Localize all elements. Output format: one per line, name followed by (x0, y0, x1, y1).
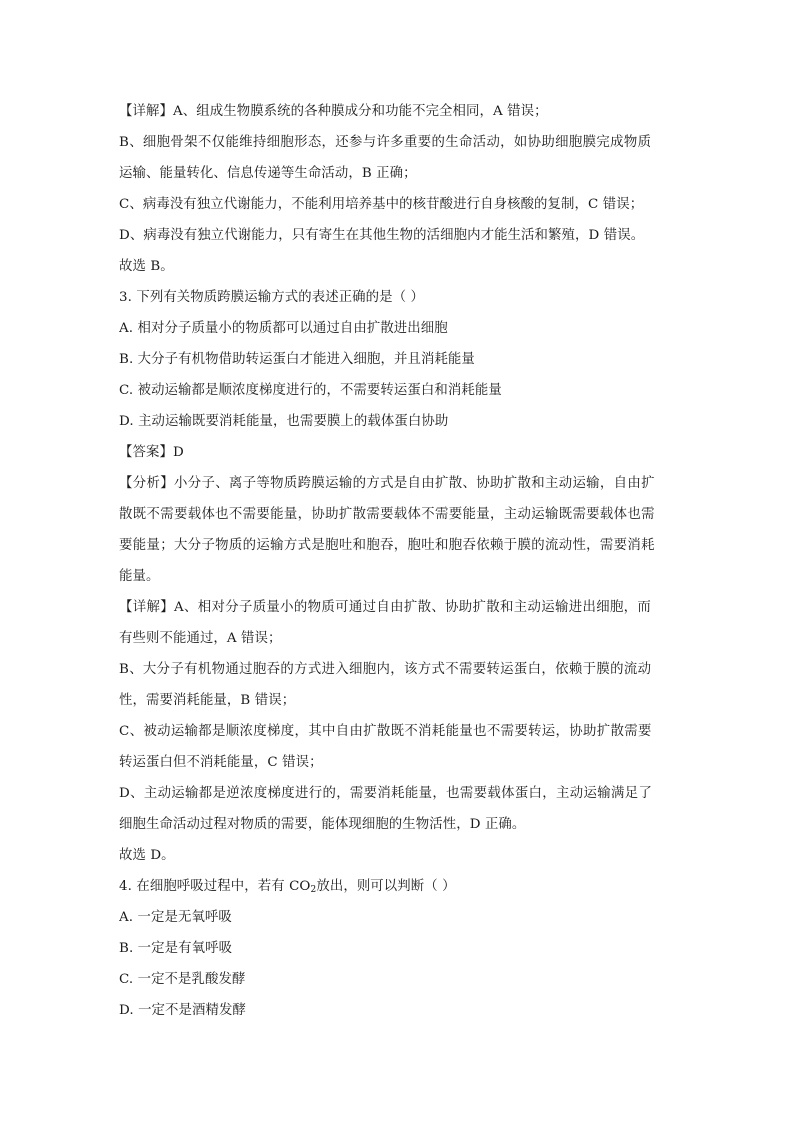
q3-detail-line-6: 转运蛋白但不消耗能量，C 错误； (119, 755, 323, 770)
q3-conclusion: 故选 D。 (119, 848, 175, 863)
q3-answer (119, 441, 679, 472)
q3-detail-line-8: 细胞生命活动过程对物质的需要，能体现细胞的生物活性，D 正确。 (119, 817, 526, 832)
q4-stem: 4. 在细胞呼吸过程中，若有 $CO_2$放出，则可以判断（ ） (119, 879, 456, 895)
prev-conclusion: 故选 B。 (119, 259, 174, 274)
q3-option-a: A. 相对分子质量小的物质都可以通过自由扩散进出细胞 (119, 321, 448, 336)
detail-tag: 【详解】 (119, 600, 174, 615)
q3-option-c: C. 被动运输都是顺浓度梯度进行的，不需要转运蛋白和消耗能量 (119, 383, 502, 398)
q3-detail-line-5: C、被动运输都是顺浓度梯度，其中自由扩散既不消耗能量也不需要转运，协助扩散需要 (119, 724, 652, 739)
q4-option-d: D. 一定不是酒精发酵 (119, 1003, 246, 1018)
analysis-tag: 【分析】 (119, 476, 174, 491)
q4-option-a: A. 一定是无氧呼吸 (119, 910, 232, 925)
q3-analysis-line-3: 要能量；大分子物质的运输方式是胞吐和胞吞，胞吐和胞吞依赖于膜的流动性，需要消耗 (119, 538, 655, 553)
co2-subscript: 2 (310, 885, 317, 895)
prev-detail-line-1: 【详解】A、组成生物膜系统的各种膜成分和功能不完全相同，A 错误； (119, 104, 548, 119)
detail-tag: 【详解】 (119, 104, 173, 119)
answer-tag: 【答案】 (119, 445, 173, 460)
prev-detail-line-3: 运输、能量转化、信息传递等生命活动，B 正确； (119, 166, 417, 181)
q3-detail-line-3: B、大分子有机物通过胞吞的方式进入细胞内，该方式不需要转运蛋白，依赖于膜的流动 (119, 662, 652, 677)
q3-detail-line-4: 性，需要消耗能量，B 错误； (119, 693, 296, 708)
q4-option-c: C. 一定不是乳酸发酵 (119, 972, 246, 987)
prev-detail-line-5: D、病毒没有独立代谢能力，只有寄生在其他生物的活细胞内才能生活和繁殖，D 错误。 (119, 228, 645, 243)
q3-analysis-line-4: 能量。 (119, 569, 160, 584)
q4-option-b: B. 一定是有氧呼吸 (119, 941, 233, 956)
q3-option-b: B. 大分子有机物借助转运蛋白才能进入细胞，并且消耗能量 (119, 352, 475, 367)
q3-analysis-line-1: 【分析】小分子、离子等物质跨膜运输的方式是自由扩散、协助扩散和主动运输，自由扩 (119, 476, 655, 491)
q3-option-d: D. 主动运输既要消耗能量，也需要膜上的载体蛋白协助 (119, 414, 449, 429)
q3-stem: 3. 下列有关物质跨膜运输方式的表述正确的是（ ） (119, 290, 424, 305)
answer-value: D (172, 445, 184, 460)
q3-detail-line-2: 有些则不能通过，A 错误； (119, 631, 282, 646)
q3-analysis-line-2: 散既不需要载体也不需要能量，协助扩散需要载体不需要能量，主动运输既需要载体也需 (119, 507, 655, 522)
prev-detail-line-2: B、细胞骨架不仅能维持细胞形态，还参与许多重要的生命活动，如协助细胞膜完成物质 (119, 135, 652, 150)
q3-detail-line-1: 【详解】A、相对分子质量小的物质可通过自由扩散、协助扩散和主动运输进出细胞，而 (119, 600, 652, 615)
page-content (119, 100, 679, 1030)
prev-detail-line-4: C、病毒没有独立代谢能力，不能利用培养基中的核苷酸进行自身核酸的复制，C 错误； (119, 197, 644, 212)
q3-detail-line-7: D、主动运输都是逆浓度梯度进行的，需要消耗能量，也需要载体蛋白，主动运输满足了 (119, 786, 653, 801)
